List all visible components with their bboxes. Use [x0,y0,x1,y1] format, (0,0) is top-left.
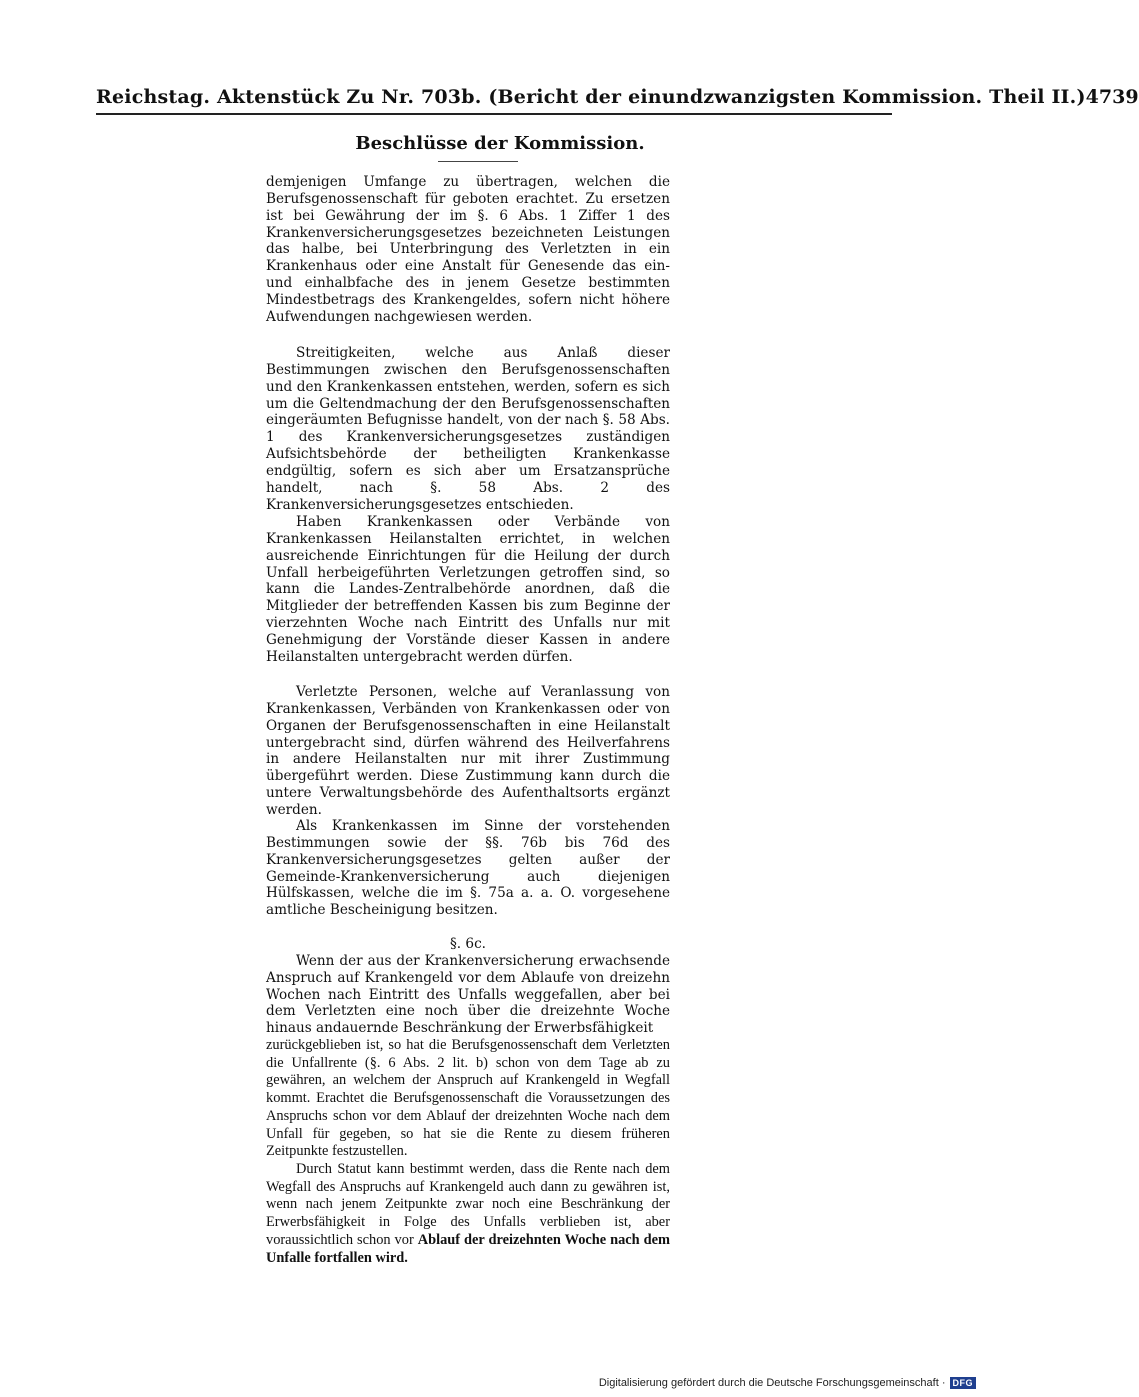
paragraph-6-roman: zurückgeblieben ist, so hat die Berufsgenossenschaft dem Verletzten die Unfallrente (§. 6 Abs. 2 lit. b) schon von dem Tage ab zu gewähren, an welchem der Anspruch auf Krankengeld in Wegfall kommt. Erachtet die Berufsgenossenschaft die Voraussetzungen des Anspruchs schon vor dem Ablauf der dreizehnten Woche nach dem Unfall für gegeben, so hat sie die Rente zu diesem früheren Zeitpunkte festzustellen. [266,1037,670,1160]
dfg-logo-icon: DFG [950,1377,977,1389]
paragraph-5: Als Krankenkassen im Sinne der vorstehenden Bestimmungen sowie der §§. 76b bis 76d des Krankenversicherungsgesetzes gelten außer der Gemeinde-Krankenversicherung auch diejenigen Hülfskassen, welche die im §. 75a a. a. O. vorgesehene amtliche Bescheinigung besitzen. [266,818,670,919]
paragraph-2-block [266,345,670,513]
paragraph-4: Verletzte Personen, welche auf Veranlassung von Krankenkassen, Verbänden von Krankenkassen oder von Organen der Berufsgenossenschaften in eine Heilanstalt untergebracht sind, dürfen während des Heilverfahrens in andere Heilanstalten nur mit ihrer Zustimmung übergeführt werden. Diese Zustimmung kann durch die untere Verwaltungsbehörde des Aufenthaltsorts ergänzt werden. [266,684,670,818]
footer-text: Digitalisierung gefördert durch die Deutsche Forschungsgemeinschaft · [598,1377,946,1389]
paragraph-7 [266,1161,670,1267]
running-header [96,86,1139,108]
paragraph-7-bold: Ablauf der dreizehnten Woche nach dem Unfalle fortfallen wird. [266,1231,670,1266]
paragraph-3-block [266,514,670,666]
header-rule [96,113,892,115]
paragraph-1-block [266,174,670,326]
section-6c-block [266,936,670,1267]
paragraph-7-text: Durch Statut kann bestimmt werden, dass die Rente nach dem Wegfall des Anspruchs auf Krankengeld auch dann zu gewähren ist, wenn nach jenem Zeitpunkte zwar noch eine Beschränkung der Erwerbsfähigkeit in Folge des Unfalls verblieben ist, aber voraussichtlich schon vor [266,1160,670,1248]
section-sign: §. 6c. [449,936,487,952]
paragraph-4-block [266,684,670,819]
paragraph-1: demjenigen Umfange zu übertragen, welchen die Berufsgenossenschaft für geboten erachtet. Zu ersetzen ist bei Gewährung der im §. 6 Abs. 1 Ziffer 1 des Krankenversicherungsgesetzes bezeichneten Leistungen das halbe, bei Unterbringung des Verletzten in ein Krankenhaus oder eine Anstalt für Genesende das ein- und einhalbfache des in jenem Gesetze bestimmten Mindestbetrags des Krankengeldes, sofern nicht höhere Aufwendungen nachgewiesen werden. [266,174,670,325]
paragraph-5-block [266,818,670,919]
running-head-text: Reichstag. Aktenstück Zu Nr. 703b. (Bericht der einundzwanzigsten Kommission. Theil II.) [96,86,1086,108]
paragraph-2: Streitigkeiten, welche aus Anlaß dieser Bestimmungen zwischen den Berufsgenossenschaften und den Krankenkassen entstehen, werden, sofern es sich um die Geltendmachung der den Berufsgenossenschaften eingeräumten Befugnisse handelt, von der nach §. 58 Abs. 1 des Krankenversicherungsgesetzes zuständigen Aufsichtsbehörde der betheiligten Krankenkasse endgültig, sofern es sich aber um Ersatzansprüche handelt, nach §. 58 Abs. 2 des Krankenversicherungsgesetzes entschieden. [266,345,670,513]
footer-credit [599,1377,976,1389]
page-number: 4739 [1085,86,1139,108]
section-title: Beschlüsse der Kommission. [355,133,645,154]
title-rule [438,161,518,162]
paragraph-3: Haben Krankenkassen oder Verbände von Krankenkassen Heilanstalten errichtet, in welchen ausreichende Einrichtungen für die Heilung der durch Unfall herbeigeführten Verletzungen getroffen sind, so kann die Landes-Zentralbehörde anordnen, daß die Mitglieder der betreffenden Kassen bis zum Beginne der vierzehnten Woche nach Eintritt des Unfalls nur mit Genehmigung der Vorstände dieser Kassen in andere Heilanstalten untergebracht werden dürfen. [266,514,670,665]
paragraph-6-fraktur: Wenn der aus der Krankenversicherung erwachsende Anspruch auf Krankengeld vor dem Ablaufe von dreizehn Wochen nach Eintritt des Unfalls weggefallen, aber bei dem Verletzten eine noch über die dreizehnte Woche hinaus andauernde Beschränkung der Erwerbsfähigkeit [266,952,670,1037]
